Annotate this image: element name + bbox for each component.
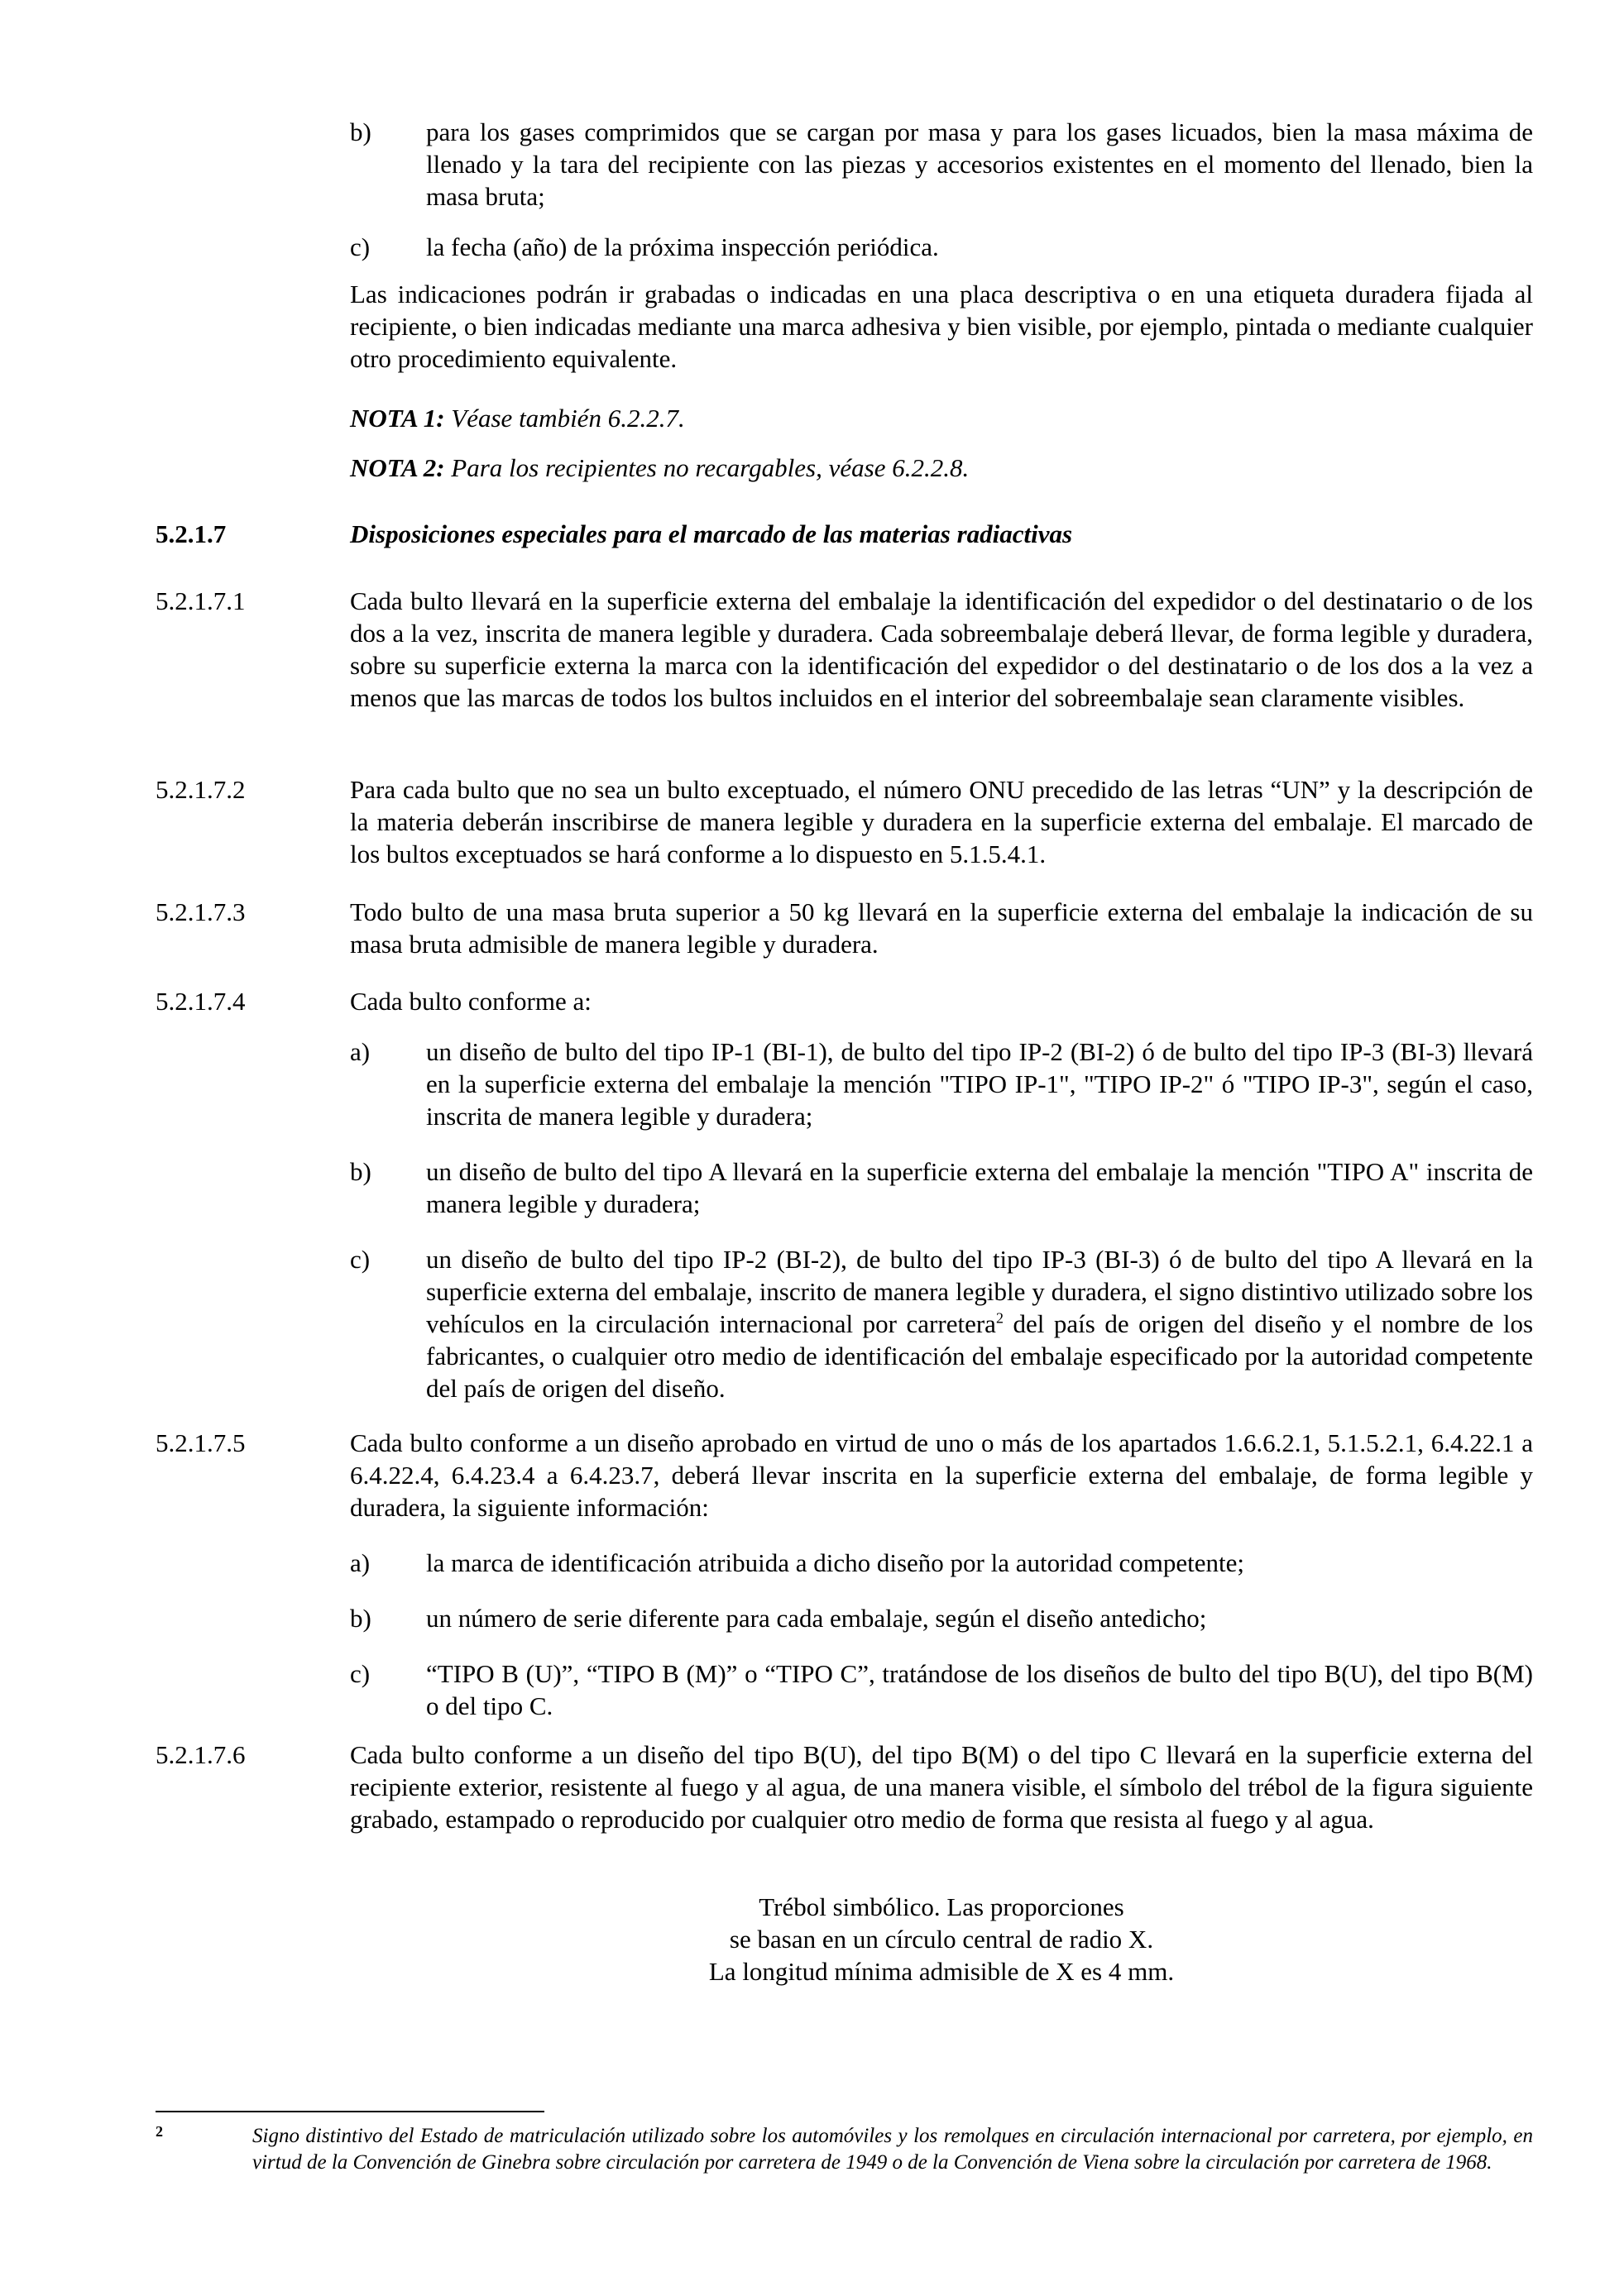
list-item-label: c) bbox=[350, 232, 371, 261]
list-item-text: “TIPO B (U)”, “TIPO B (M)” o “TIPO C”, tratándose de los diseños de bulto del tipo B(U), del tipo B(M) o del tipo C. bbox=[426, 1659, 1533, 1720]
paragraph-text: Cada bulto llevará en la superficie externa del embalaje la identificación del expedidor o del destinatario o de los dos a la vez, inscrita de manera legible y duradera. Cada sobreembalaje deberá llevar, de forma legible y duradera, sobre su superficie externa la marca con la identificación del expedidor o del destinatario o de los dos a la vez a menos que las marcas de todos los bultos incluidos en el interior del sobreembalaje sean claramente visibles. bbox=[350, 586, 1533, 712]
list-item-label: b) bbox=[350, 1157, 371, 1186]
document-page bbox=[156, 0, 1533, 2296]
list-item-text: un diseño de bulto del tipo A llevará en la superficie externa del embalaje la mención "TIPO A" inscrita de manera legible y duradera; bbox=[426, 1157, 1533, 1218]
list-item-text: para los gases comprimidos que se cargan por masa y para los gases licuados, bien la masa máxima de llenado y la tara del recipiente con las piezas y accesorios existentes en el momento del llenado, bien la masa bruta; bbox=[426, 117, 1533, 211]
section-title: Disposiciones especiales para el marcado de las materias radiactivas bbox=[350, 519, 1073, 548]
footnote-text: Signo distintivo del Estado de matriculación utilizado sobre los automóviles y los remolques en circulación internacional por carretera, por ejemplo, en virtud de la Convención de Ginebra sobre circulación por carretera de 1949 o de la Convención de Viena sobre la circulación por carretera de 1968. bbox=[252, 2125, 1533, 2174]
list-item-text-part: del país de origen del diseño y el nombre de los fabricantes, o cualquier otro medio de identificación del embalaje especificado por la autoridad competente del país de origen del diseño. bbox=[426, 1309, 1534, 1403]
paragraph-number: 5.2.1.7.1 bbox=[156, 586, 246, 615]
paragraph-text: Cada bulto conforme a un diseño del tipo B(U), del tipo B(M) o del tipo C llevará en la superficie externa del recipiente exterior, resistente al fuego y al agua, de una manera visible, el símbolo del trébol de la figura siguiente grabado, estampado o reproducido por cualquier otro medio de forma que resista al fuego y al agua. bbox=[350, 1740, 1533, 1834]
note-text: Véase también 6.2.2.7. bbox=[451, 404, 685, 433]
paragraph-number: 5.2.1.7.6 bbox=[156, 1740, 246, 1769]
caption-line: La longitud mínima admisible de X es 4 mm. bbox=[708, 1957, 1175, 1986]
note-1 bbox=[350, 402, 1533, 434]
list-item-label: a) bbox=[350, 1037, 371, 1066]
note-label: NOTA 1: bbox=[350, 404, 445, 433]
paragraph-text: Para cada bulto que no sea un bulto exceptuado, el número ONU precedido de las letras “UN” y la descripción de la materia deberán inscribirse de manera legible y duradera en la superficie externa del embalaje. El marcado de los bultos exceptuados se hará conforme a lo dispuesto en 5.1.5.4.1. bbox=[350, 775, 1533, 868]
paragraph-number: 5.2.1.7.2 bbox=[156, 775, 246, 804]
intro-paragraph: Las indicaciones podrán ir grabadas o indicadas en una placa descriptiva o en una etiqueta duradera fijada al recipiente, o bien indicadas mediante una marca adhesiva y bien visible, por ejemplo, pintada o mediante cualquier otro procedimiento equivalente. bbox=[350, 280, 1533, 373]
list-item-text: un diseño de bulto del tipo IP-1 (BI-1), de bulto del tipo IP-2 (BI-2) ó de bulto del tipo IP-3 (BI-3) llevará en la superficie externa del embalaje la mención "TIPO IP-1", "TIPO IP-2" ó "TIPO IP-3", según el caso, inscrita de manera legible y duradera; bbox=[426, 1037, 1533, 1131]
list-item-text-part: un diseño de bulto del tipo IP-2 (BI-2), de bulto del tipo IP-3 (BI-3) ó de bulto del tipo A llevará en la superficie externa del embalaje, inscrito de manera legible y duradera, el signo distintivo utilizado sobre los vehículos en la circulación internacional por carretera bbox=[426, 1245, 1533, 1338]
paragraph-number: 5.2.1.7.5 bbox=[156, 1428, 246, 1457]
footnote-ref: 2 bbox=[995, 1309, 1004, 1327]
list-item-label: a) bbox=[350, 1548, 371, 1577]
footnote-number: 2 bbox=[156, 2123, 163, 2140]
footnote-divider bbox=[156, 2111, 544, 2112]
list-item-text: un número de serie diferente para cada embalaje, según el diseño antedicho; bbox=[426, 1604, 1207, 1633]
figure-caption bbox=[350, 1891, 1533, 1987]
paragraph-text: Cada bulto conforme a: bbox=[350, 987, 592, 1016]
list-item-label: b) bbox=[350, 117, 371, 146]
list-item-text: la marca de identificación atribuida a dicho diseño por la autoridad competente; bbox=[426, 1548, 1245, 1577]
paragraph-text: Cada bulto conforme a un diseño aprobado en virtud de uno o más de los apartados 1.6.6.2.1, 5.1.5.2.1, 6.4.22.1 a 6.4.22.4, 6.4.23.4 a 6.4.23.7, deberá llevar inscrita en la superficie externa del embalaje, de forma legible y duradera, la siguiente información: bbox=[350, 1428, 1533, 1522]
list-item-label: c) bbox=[350, 1245, 371, 1274]
list-item-label: b) bbox=[350, 1604, 371, 1633]
note-2 bbox=[350, 452, 1533, 484]
note-text: Para los recipientes no recargables, véase 6.2.2.8. bbox=[451, 453, 970, 482]
caption-line: Trébol simbólico. Las proporciones bbox=[759, 1892, 1124, 1921]
list-item-text: la fecha (año) de la próxima inspección periódica. bbox=[426, 232, 939, 261]
paragraph-text: Todo bulto de una masa bruta superior a 50 kg llevará en la superficie externa del embalaje la indicación de su masa bruta admisible de manera legible y duradera. bbox=[350, 897, 1533, 959]
list-item-text bbox=[426, 1243, 1533, 1404]
section-number: 5.2.1.7 bbox=[156, 519, 227, 548]
list-item-label: c) bbox=[350, 1659, 371, 1688]
note-label: NOTA 2: bbox=[350, 453, 445, 482]
paragraph-number: 5.2.1.7.3 bbox=[156, 897, 246, 926]
paragraph-number: 5.2.1.7.4 bbox=[156, 987, 246, 1016]
caption-line: se basan en un círculo central de radio X. bbox=[729, 1925, 1154, 1954]
